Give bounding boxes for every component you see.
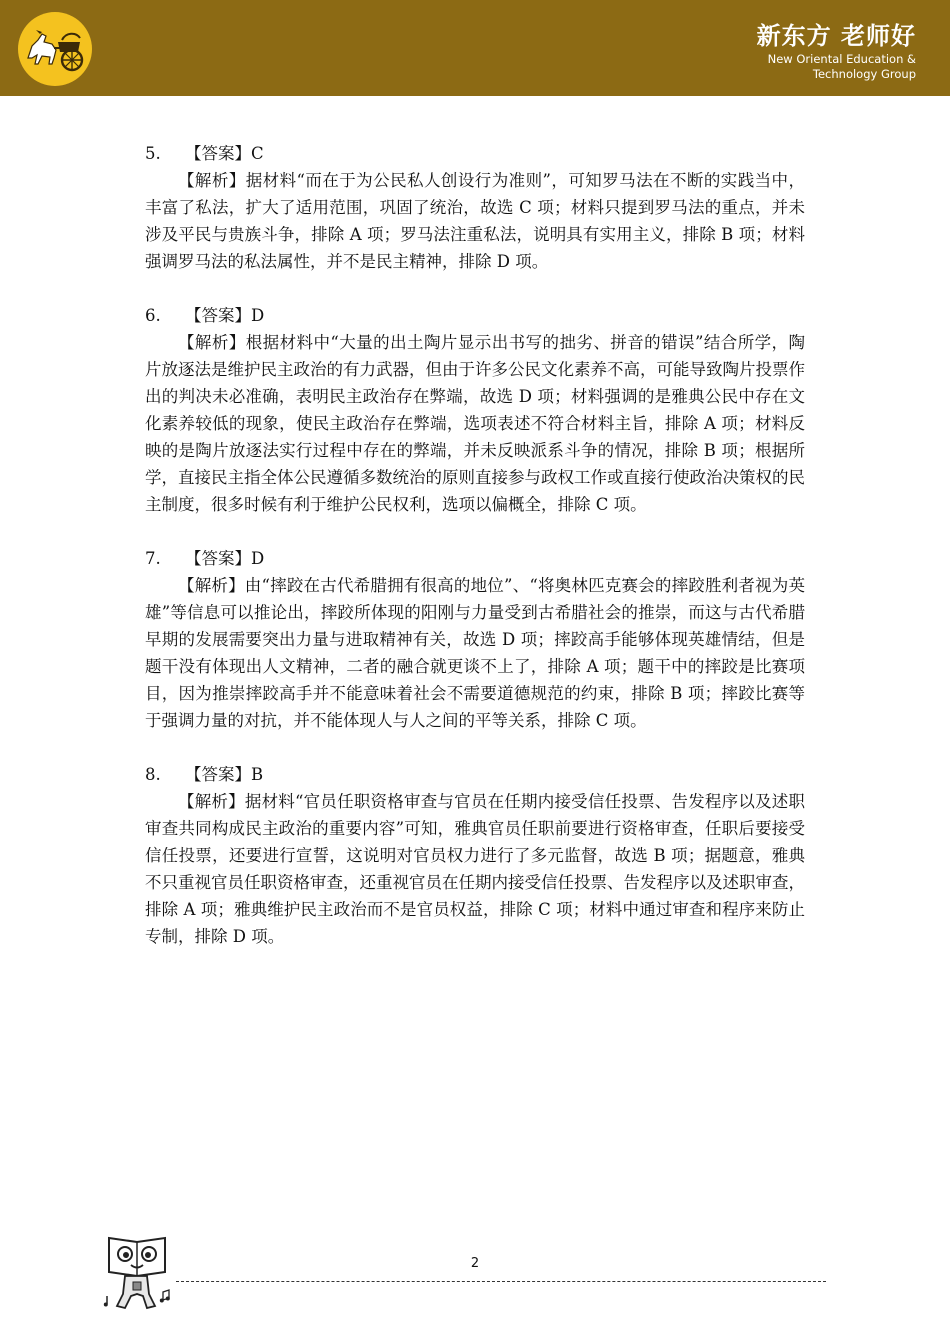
question-number: 8. [145,765,161,784]
answer-label: 【答案】D [185,306,265,325]
answer-label: 【答案】D [185,549,265,568]
answer-item-6 [145,302,805,518]
analysis-text: 【解析】根据材料中“大量的出土陶片显示出书写的拙劣、拼音的错误”结合所学，陶片放逐法是维护民主政治的有力武器，但由于许多公民文化素养不高，可能导致陶片投票作出的判决未必准确，表明民主政治存在弊端，故选 D 项；材料强调的是雅典公民中存在文化素养较低的现象，使民主政治存在弊端，选项表述不符合材料主旨，排除 A 项；材料反映的是陶片放逐法实行过程中存在的弊端，并未反映派系斗争的情况，排除 B 项；根据所学，直接民主指全体公民遵循多数统治的原则直接参与政权工作或直接行使政治决策权的民主制度，很多时候有利于维护公民权利，选项以偏概全，排除 C 项。 [145,333,805,514]
answer-item-5 [145,140,805,275]
question-number: 6. [145,306,161,325]
brand-name-en-line2: Technology Group [812,67,916,81]
book-mascot-icon [103,1232,173,1314]
brand-name-cn: 新东方 老师好 [756,22,916,50]
answer-line [145,302,805,329]
analysis-text: 【解析】据材料“而在于为公民私人创设行为准则”，可知罗马法在不断的实践当中，丰富了私法，扩大了适用范围，巩固了统治，故选 C 项；材料只提到罗马法的重点，并未涉及平民与贵族斗争，排除 A 项；罗马法注重私法，说明具有实用主义，排除 B 项；材料强调罗马法的私法属性，并不是民主精神，排除 D 项。 [145,171,805,271]
brand-name-en [768,52,916,82]
analysis-text: 【解析】由“摔跤在古代希腊拥有很高的地位”、“将奥林匹克赛会的摔跤胜利者视为英雄”等信息可以推论出，摔跤所体现的阳刚与力量受到古希腊社会的推崇，而这与古代希腊早期的发展需要突出力量与进取精神有关，故选 D 项；摔跤高手能够体现英雄情结，但是题干没有体现出人文精神，二者的融合就更谈不上了，排除 A 项；题干中的摔跤是比赛项目，因为推崇摔跤高手并不能意味着社会不需要道德规范的约束，排除 B 项；摔跤比赛等于强调力量的对抗，并不能体现人与人之间的平等关系，排除 C 项。 [145,576,805,730]
page-number: 2 [470,1256,480,1271]
question-number: 7. [145,549,161,568]
answer-label: 【答案】C [185,144,264,163]
answer-item-7 [145,545,805,734]
answer-label: 【答案】B [185,765,264,784]
brand-logo [18,12,92,86]
answer-content [145,140,805,977]
analysis-text: 【解析】据材料“官员任职资格审查与官员在任期内接受信任投票、告发程序以及述职审查共同构成民主政治的重要内容”可知，雅典官员任职前要进行资格审查，任职后要接受信任投票，还要进行宣誓，这说明对官员权力进行了多元监督，故选 B 项；据题意，雅典不只重视官员任职资格审查，还重视官员在任期内接受信任投票、告发程序以及述职审查，排除 A 项；雅典维护民主政治而不是官员权益，排除 C 项；材料中通过审查和程序来防止专制，排除 D 项。 [145,792,805,946]
brand-name-en-line1: New Oriental Education & [767,52,916,66]
answer-line [145,761,805,788]
question-number: 5. [145,144,161,163]
answer-line [145,140,805,167]
page-header [0,0,950,96]
horse-carriage-icon [18,12,92,86]
answer-item-8 [145,761,805,950]
footer-divider [176,1281,826,1282]
answer-line [145,545,805,572]
